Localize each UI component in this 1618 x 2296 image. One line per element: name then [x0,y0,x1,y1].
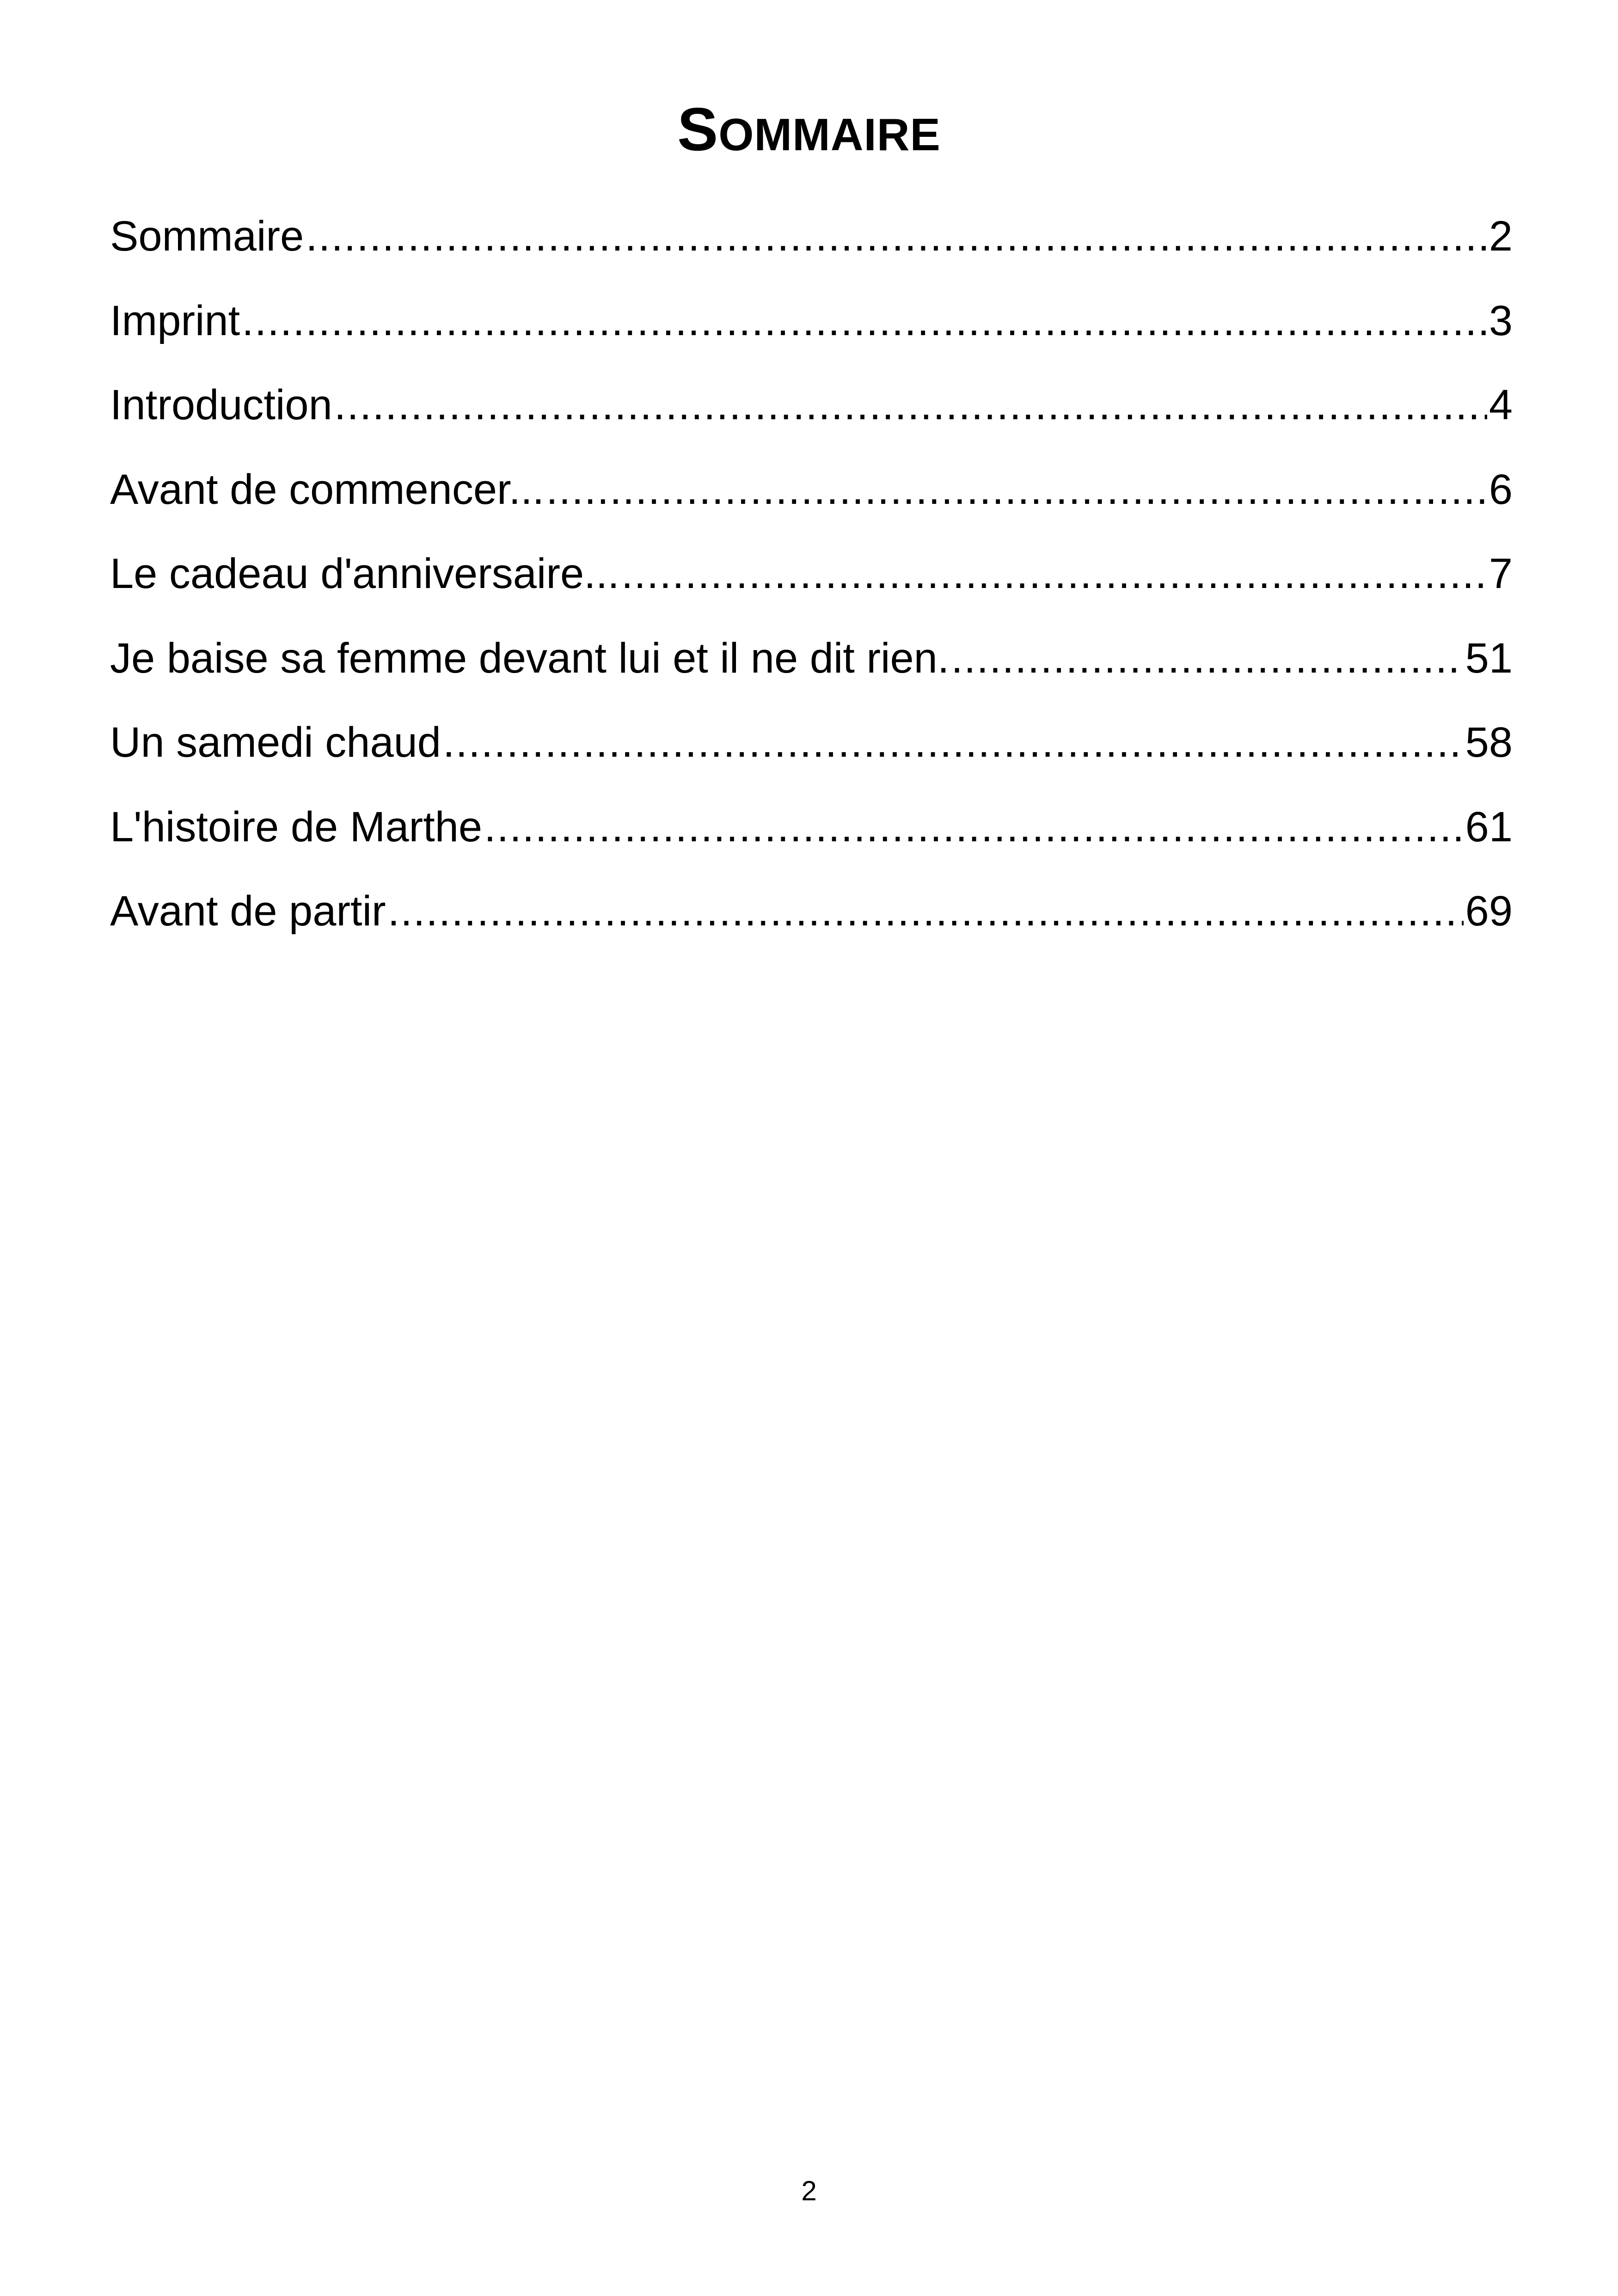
toc-entry-label: Avant de partir [110,888,386,935]
toc-entry-page-number: 69 [1465,888,1513,935]
toc-entry-label: L'histoire de Marthe [110,803,483,851]
toc-entry-page-number: 7 [1489,550,1513,597]
toc-entry-avant-de-partir[interactable] [110,869,1513,954]
toc-entry-page-number: 58 [1465,719,1513,766]
toc-entry-sommaire[interactable] [110,194,1513,279]
toc-entry-label: Le cadeau d'anniversaire... [110,550,619,597]
toc-dot-leader [388,869,1464,954]
page-title-initial: S [677,95,719,163]
toc-entry-label: Introduction [110,381,332,429]
toc-entry-page-number: 51 [1465,634,1513,682]
page-title-rest: OMMAIRE [718,109,941,160]
toc-dot-leader [546,447,1487,532]
toc-dot-leader [334,363,1487,447]
toc-entry-un-samedi-chaud[interactable] [110,700,1513,785]
toc-entry-je-baise-sa-femme[interactable] [110,616,1513,701]
toc-entry-introduction[interactable] [110,363,1513,447]
toc-entry-imprint[interactable] [110,279,1513,363]
toc-dot-leader [951,616,1463,701]
toc-entry-page-number: 4 [1489,381,1513,429]
toc-dot-leader [484,785,1464,869]
page-title [0,90,1618,174]
toc-entry-label: Imprint [110,297,240,344]
toc-entry-le-cadeau-d-anniversaire[interactable] [110,532,1513,616]
toc-entry-label: Un samedi chaud [110,719,441,766]
toc-entry-label: Sommaire [110,213,304,260]
toc-entry-page-number: 3 [1489,297,1513,344]
toc-dot-leader [242,279,1487,363]
toc-dot-leader [306,194,1487,279]
table-of-contents [110,194,1513,954]
toc-entry-avant-de-commencer[interactable] [110,447,1513,532]
toc-entry-page-number: 6 [1489,465,1513,513]
toc-entry-label: Je baise sa femme devant lui et il ne dit rien. [110,634,950,682]
toc-entry-page-number: 61 [1465,803,1513,851]
toc-entry-page-number: 2 [1489,213,1513,260]
page-number: 2 [801,2175,817,2206]
toc-dot-leader [621,532,1487,616]
toc-entry-l-histoire-de-marthe[interactable] [110,785,1513,869]
toc-entry-label: Avant de commencer... [110,465,545,513]
toc-dot-leader [443,700,1464,785]
